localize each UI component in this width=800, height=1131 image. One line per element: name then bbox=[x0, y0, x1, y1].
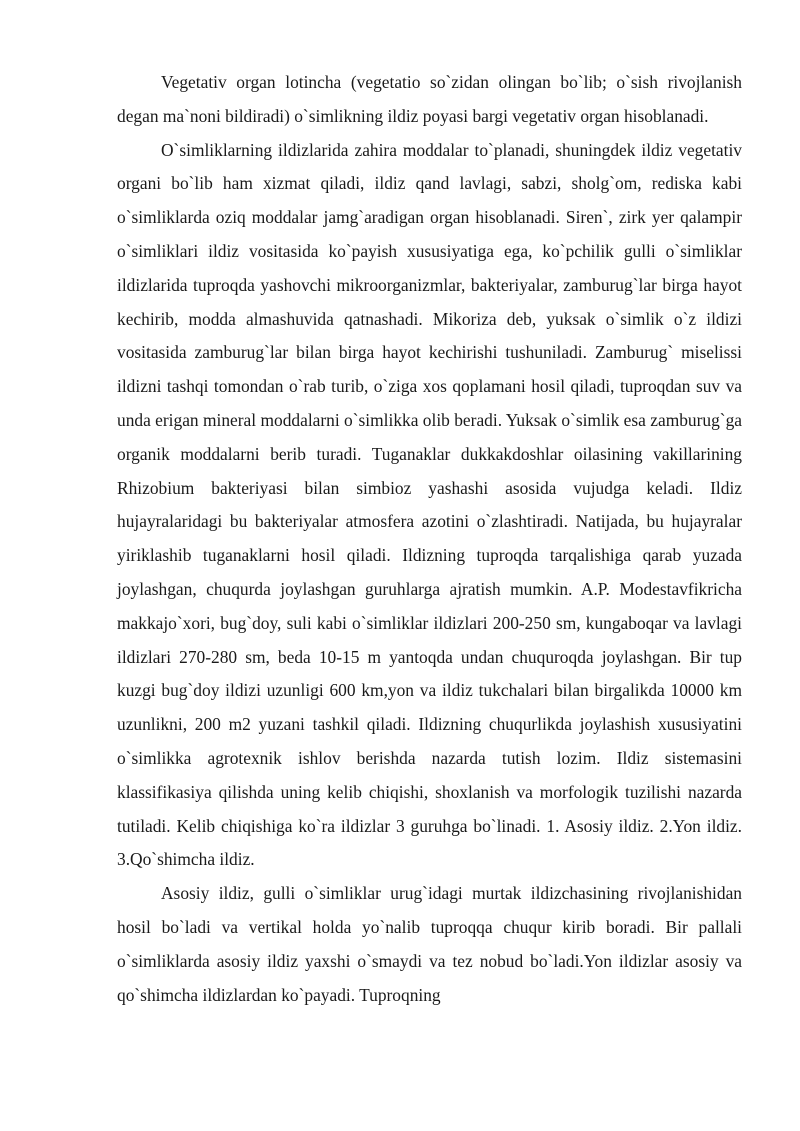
paragraph-root-functions: O`simliklarning ildizlarida zahira moddalar to`planadi, shuningdek ildiz vegetativ organi bo`lib ham xizmat qiladi, ildiz qand lavlagi, sabzi, sholg`om, rediska kabi o`simliklarda oziq moddalar jamg`aradigan organ hisoblanadi. Siren`, zirk yer qalampir o`simliklari ildiz vositasida ko`payish xususiyatiga ega, ko`pchilik gulli o`simliklar ildizlarida tuproqda yashovchi mikroorganizmlar, bakteriyalar, zamburug`lar birga hayot kechirib, modda almashuvida qatnashadi. Mikoriza deb, yuksak o`simlik o`z ildizi vositasida zamburug`lar bilan birga hayot kechirishi tushuniladi. Zamburug` miselissi ildizni tashqi tomondan o`rab turib, o`ziga xos qoplamani hosil qiladi, tuproqdan suv va unda erigan mineral moddalarni o`simlikka olib beradi. Yuksak o`simlik esa zamburug`ga organik moddalarni berib turadi. Tuganaklar dukkakdoshlar oilasining vakillarining Rhizobium bakteriyasi bilan simbioz yashashi asosida vujudga keladi. Ildiz hujayralaridagi bu bakteriyalar atmosfera azotini o`zlashtiradi. Natijada, bu hujayralar yiriklashib tuganaklarni hosil qiladi. Ildizning tuproqda tarqalishiga qarab yuzada joylashgan, chuqurda joylashgan guruhlarga ajratish mumkin. A.P. Modestavfikricha makkajo`xori, bug`doy, suli kabi o`simliklar ildizlari 200-250 sm, kungaboqar va lavlagi ildizlari 270-280 sm, beda 10-15 m yantoqda undan chuquroqda joylashgan. Bir tup kuzgi bug`doy ildizi uzunligi 600 km,yon va ildiz tukchalari bilan birgalikda 10000 km uzunlikni, 200 m2 yuzani tashkil qiladi. Ildizning chuqurlikda joylashish xususiyatini o`simlikka agrotexnik ishlov berishda nazarda tutish lozim. Ildiz sistemasini klassifikasiya qilishda uning kelib chiqishi, shoxlanish va morfologik tuzilishi nazarda tutiladi. Kelib chiqishiga ko`ra ildizlar 3 guruhga bo`linadi. 1. Asosiy ildiz. 2.Yon ildiz. 3.Qo`shimcha ildiz. bbox=[117, 139, 742, 870]
paragraph-main-root: Asosiy ildiz, gulli o`simliklar urug`idagi murtak ildizchasining rivojlanishidan hosil bo`ladi va vertikal holda yo`nalib tuproqqa chuqur kirib boradi. Bir pallali o`simliklarda asosiy ildiz yaxshi o`smaydi va tez nobud bo`ladi.Yon ildizlar asosiy va qo`shimcha ildizlardan ko`payadi. Tuproqning bbox=[117, 883, 742, 1005]
paragraph-vegetative-organ-definition: Vegetativ organ lotincha (vegetatio so`zidan olingan bo`lib; o`sish rivojlanish degan ma`noni bildiradi) o`simlikning ildiz poyasi bargi vegetativ organ hisoblanadi. bbox=[117, 72, 742, 126]
document-page bbox=[117, 66, 742, 1012]
